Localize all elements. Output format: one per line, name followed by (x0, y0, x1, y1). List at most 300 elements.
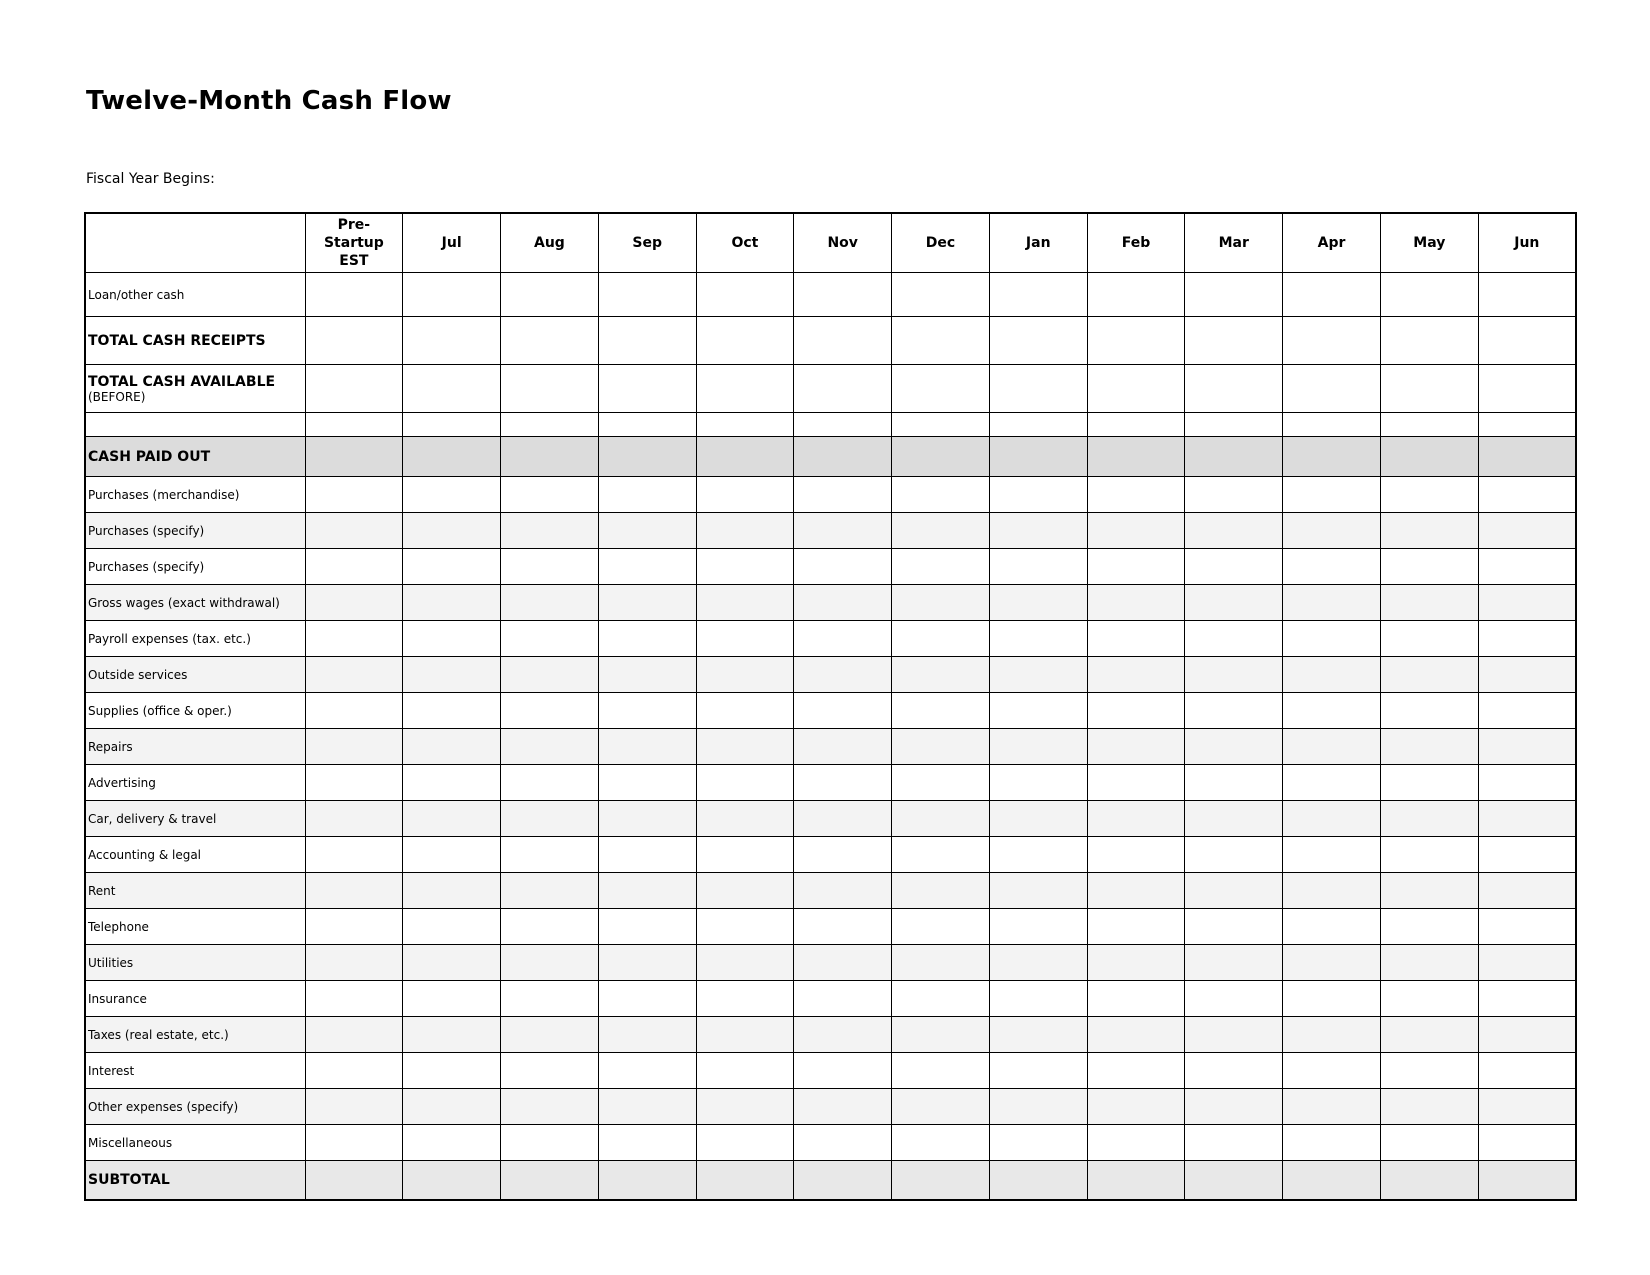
entry-cell[interactable] (1283, 693, 1381, 729)
entry-cell[interactable] (598, 365, 696, 413)
entry-cell[interactable] (305, 837, 403, 873)
entry-cell[interactable] (1283, 1017, 1381, 1053)
entry-cell[interactable] (1380, 693, 1478, 729)
entry-cell[interactable] (696, 1161, 794, 1201)
entry-cell[interactable] (1087, 693, 1185, 729)
entry-cell[interactable] (305, 437, 403, 477)
entry-cell[interactable] (794, 801, 892, 837)
entry-cell[interactable] (794, 693, 892, 729)
entry-cell[interactable] (403, 513, 501, 549)
entry-cell[interactable] (989, 909, 1087, 945)
entry-cell[interactable] (794, 729, 892, 765)
entry-cell[interactable] (403, 1053, 501, 1089)
entry-cell[interactable] (1380, 765, 1478, 801)
entry-cell[interactable] (1283, 585, 1381, 621)
entry-cell[interactable] (1283, 413, 1381, 437)
entry-cell[interactable] (1478, 1017, 1576, 1053)
entry-cell[interactable] (403, 317, 501, 365)
entry-cell[interactable] (892, 437, 990, 477)
entry-cell[interactable] (892, 873, 990, 909)
entry-cell[interactable] (1478, 621, 1576, 657)
entry-cell[interactable] (1380, 657, 1478, 693)
entry-cell[interactable] (1380, 273, 1478, 317)
entry-cell[interactable] (989, 317, 1087, 365)
entry-cell[interactable] (1283, 317, 1381, 365)
entry-cell[interactable] (1283, 1161, 1381, 1201)
entry-cell[interactable] (598, 693, 696, 729)
entry-cell[interactable] (696, 765, 794, 801)
entry-cell[interactable] (794, 513, 892, 549)
entry-cell[interactable] (501, 365, 599, 413)
entry-cell[interactable] (1283, 873, 1381, 909)
entry-cell[interactable] (305, 621, 403, 657)
entry-cell[interactable] (1087, 621, 1185, 657)
entry-cell[interactable] (1380, 981, 1478, 1017)
entry-cell[interactable] (1478, 801, 1576, 837)
entry-cell[interactable] (1087, 1017, 1185, 1053)
entry-cell[interactable] (696, 1089, 794, 1125)
entry-cell[interactable] (1478, 273, 1576, 317)
entry-cell[interactable] (1380, 801, 1478, 837)
entry-cell[interactable] (1478, 981, 1576, 1017)
entry-cell[interactable] (501, 693, 599, 729)
entry-cell[interactable] (1283, 513, 1381, 549)
entry-cell[interactable] (1185, 477, 1283, 513)
entry-cell[interactable] (501, 585, 599, 621)
entry-cell[interactable] (1478, 693, 1576, 729)
entry-cell[interactable] (1478, 945, 1576, 981)
entry-cell[interactable] (989, 657, 1087, 693)
entry-cell[interactable] (598, 765, 696, 801)
entry-cell[interactable] (403, 1089, 501, 1125)
entry-cell[interactable] (305, 945, 403, 981)
entry-cell[interactable] (1185, 1161, 1283, 1201)
entry-cell[interactable] (1283, 273, 1381, 317)
entry-cell[interactable] (598, 1089, 696, 1125)
entry-cell[interactable] (794, 1017, 892, 1053)
entry-cell[interactable] (1380, 549, 1478, 585)
entry-cell[interactable] (305, 273, 403, 317)
entry-cell[interactable] (1283, 1053, 1381, 1089)
entry-cell[interactable] (989, 513, 1087, 549)
entry-cell[interactable] (1478, 437, 1576, 477)
entry-cell[interactable] (1087, 729, 1185, 765)
entry-cell[interactable] (1380, 837, 1478, 873)
entry-cell[interactable] (794, 1053, 892, 1089)
entry-cell[interactable] (501, 437, 599, 477)
entry-cell[interactable] (1283, 365, 1381, 413)
entry-cell[interactable] (598, 801, 696, 837)
entry-cell[interactable] (989, 1089, 1087, 1125)
entry-cell[interactable] (1478, 873, 1576, 909)
entry-cell[interactable] (696, 945, 794, 981)
entry-cell[interactable] (1478, 909, 1576, 945)
entry-cell[interactable] (1283, 1089, 1381, 1125)
entry-cell[interactable] (501, 1017, 599, 1053)
entry-cell[interactable] (892, 1053, 990, 1089)
entry-cell[interactable] (1380, 365, 1478, 413)
entry-cell[interactable] (696, 437, 794, 477)
entry-cell[interactable] (989, 693, 1087, 729)
entry-cell[interactable] (1478, 513, 1576, 549)
entry-cell[interactable] (1380, 945, 1478, 981)
entry-cell[interactable] (1185, 513, 1283, 549)
entry-cell[interactable] (501, 317, 599, 365)
entry-cell[interactable] (892, 981, 990, 1017)
entry-cell[interactable] (1185, 837, 1283, 873)
entry-cell[interactable] (794, 477, 892, 513)
entry-cell[interactable] (892, 477, 990, 513)
entry-cell[interactable] (794, 981, 892, 1017)
entry-cell[interactable] (598, 1017, 696, 1053)
entry-cell[interactable] (501, 765, 599, 801)
entry-cell[interactable] (1185, 549, 1283, 585)
entry-cell[interactable] (1087, 513, 1185, 549)
entry-cell[interactable] (1380, 1053, 1478, 1089)
entry-cell[interactable] (501, 621, 599, 657)
entry-cell[interactable] (1380, 1017, 1478, 1053)
entry-cell[interactable] (696, 513, 794, 549)
entry-cell[interactable] (1185, 437, 1283, 477)
entry-cell[interactable] (989, 765, 1087, 801)
entry-cell[interactable] (1380, 585, 1478, 621)
entry-cell[interactable] (1283, 657, 1381, 693)
entry-cell[interactable] (1185, 621, 1283, 657)
entry-cell[interactable] (1185, 585, 1283, 621)
entry-cell[interactable] (989, 1017, 1087, 1053)
entry-cell[interactable] (305, 909, 403, 945)
entry-cell[interactable] (1478, 1053, 1576, 1089)
entry-cell[interactable] (305, 1017, 403, 1053)
entry-cell[interactable] (989, 837, 1087, 873)
entry-cell[interactable] (1283, 621, 1381, 657)
entry-cell[interactable] (501, 513, 599, 549)
entry-cell[interactable] (1380, 1125, 1478, 1161)
entry-cell[interactable] (403, 981, 501, 1017)
entry-cell[interactable] (1185, 945, 1283, 981)
entry-cell[interactable] (1380, 873, 1478, 909)
entry-cell[interactable] (989, 945, 1087, 981)
entry-cell[interactable] (794, 413, 892, 437)
entry-cell[interactable] (1087, 873, 1185, 909)
entry-cell[interactable] (305, 1089, 403, 1125)
entry-cell[interactable] (305, 873, 403, 909)
entry-cell[interactable] (305, 513, 403, 549)
entry-cell[interactable] (1185, 413, 1283, 437)
entry-cell[interactable] (598, 1125, 696, 1161)
entry-cell[interactable] (989, 1161, 1087, 1201)
entry-cell[interactable] (1185, 765, 1283, 801)
entry-cell[interactable] (403, 273, 501, 317)
entry-cell[interactable] (598, 981, 696, 1017)
entry-cell[interactable] (1283, 729, 1381, 765)
entry-cell[interactable] (403, 909, 501, 945)
entry-cell[interactable] (1380, 1089, 1478, 1125)
entry-cell[interactable] (305, 729, 403, 765)
entry-cell[interactable] (1283, 945, 1381, 981)
entry-cell[interactable] (403, 549, 501, 585)
entry-cell[interactable] (696, 801, 794, 837)
entry-cell[interactable] (501, 909, 599, 945)
entry-cell[interactable] (892, 657, 990, 693)
entry-cell[interactable] (1478, 1125, 1576, 1161)
entry-cell[interactable] (1478, 657, 1576, 693)
entry-cell[interactable] (305, 477, 403, 513)
entry-cell[interactable] (989, 549, 1087, 585)
entry-cell[interactable] (989, 981, 1087, 1017)
entry-cell[interactable] (1380, 621, 1478, 657)
entry-cell[interactable] (989, 365, 1087, 413)
entry-cell[interactable] (305, 1161, 403, 1201)
entry-cell[interactable] (892, 909, 990, 945)
entry-cell[interactable] (598, 317, 696, 365)
entry-cell[interactable] (305, 765, 403, 801)
entry-cell[interactable] (794, 621, 892, 657)
entry-cell[interactable] (598, 1053, 696, 1089)
entry-cell[interactable] (1380, 909, 1478, 945)
entry-cell[interactable] (1478, 729, 1576, 765)
entry-cell[interactable] (1380, 1161, 1478, 1201)
entry-cell[interactable] (892, 317, 990, 365)
entry-cell[interactable] (892, 837, 990, 873)
entry-cell[interactable] (794, 365, 892, 413)
entry-cell[interactable] (1185, 981, 1283, 1017)
entry-cell[interactable] (501, 729, 599, 765)
entry-cell[interactable] (403, 1017, 501, 1053)
entry-cell[interactable] (305, 317, 403, 365)
entry-cell[interactable] (696, 477, 794, 513)
entry-cell[interactable] (1478, 413, 1576, 437)
entry-cell[interactable] (892, 549, 990, 585)
entry-cell[interactable] (1478, 1089, 1576, 1125)
entry-cell[interactable] (598, 413, 696, 437)
entry-cell[interactable] (989, 273, 1087, 317)
entry-cell[interactable] (1087, 437, 1185, 477)
entry-cell[interactable] (989, 585, 1087, 621)
entry-cell[interactable] (1087, 1125, 1185, 1161)
entry-cell[interactable] (305, 981, 403, 1017)
entry-cell[interactable] (794, 873, 892, 909)
entry-cell[interactable] (403, 437, 501, 477)
entry-cell[interactable] (892, 945, 990, 981)
entry-cell[interactable] (1087, 1089, 1185, 1125)
entry-cell[interactable] (794, 909, 892, 945)
entry-cell[interactable] (598, 585, 696, 621)
entry-cell[interactable] (1185, 1089, 1283, 1125)
entry-cell[interactable] (305, 413, 403, 437)
entry-cell[interactable] (501, 477, 599, 513)
entry-cell[interactable] (1087, 765, 1185, 801)
entry-cell[interactable] (305, 1125, 403, 1161)
entry-cell[interactable] (794, 1161, 892, 1201)
entry-cell[interactable] (1185, 273, 1283, 317)
entry-cell[interactable] (1380, 477, 1478, 513)
entry-cell[interactable] (598, 513, 696, 549)
entry-cell[interactable] (1087, 585, 1185, 621)
entry-cell[interactable] (403, 693, 501, 729)
entry-cell[interactable] (305, 657, 403, 693)
entry-cell[interactable] (501, 657, 599, 693)
entry-cell[interactable] (696, 585, 794, 621)
entry-cell[interactable] (989, 1125, 1087, 1161)
entry-cell[interactable] (1380, 413, 1478, 437)
entry-cell[interactable] (1087, 365, 1185, 413)
entry-cell[interactable] (1283, 909, 1381, 945)
entry-cell[interactable] (1478, 477, 1576, 513)
entry-cell[interactable] (598, 945, 696, 981)
entry-cell[interactable] (501, 873, 599, 909)
entry-cell[interactable] (989, 1053, 1087, 1089)
entry-cell[interactable] (1185, 693, 1283, 729)
entry-cell[interactable] (892, 729, 990, 765)
entry-cell[interactable] (696, 549, 794, 585)
entry-cell[interactable] (696, 873, 794, 909)
entry-cell[interactable] (305, 365, 403, 413)
entry-cell[interactable] (794, 585, 892, 621)
entry-cell[interactable] (696, 317, 794, 365)
entry-cell[interactable] (598, 437, 696, 477)
entry-cell[interactable] (403, 837, 501, 873)
entry-cell[interactable] (598, 873, 696, 909)
entry-cell[interactable] (696, 981, 794, 1017)
entry-cell[interactable] (696, 365, 794, 413)
entry-cell[interactable] (892, 585, 990, 621)
entry-cell[interactable] (501, 801, 599, 837)
entry-cell[interactable] (989, 413, 1087, 437)
entry-cell[interactable] (1185, 317, 1283, 365)
entry-cell[interactable] (1087, 945, 1185, 981)
entry-cell[interactable] (892, 765, 990, 801)
entry-cell[interactable] (794, 549, 892, 585)
entry-cell[interactable] (1380, 729, 1478, 765)
entry-cell[interactable] (989, 621, 1087, 657)
entry-cell[interactable] (1380, 317, 1478, 365)
entry-cell[interactable] (892, 513, 990, 549)
entry-cell[interactable] (1283, 477, 1381, 513)
entry-cell[interactable] (1087, 413, 1185, 437)
entry-cell[interactable] (794, 273, 892, 317)
entry-cell[interactable] (403, 365, 501, 413)
entry-cell[interactable] (794, 657, 892, 693)
entry-cell[interactable] (501, 1089, 599, 1125)
entry-cell[interactable] (892, 273, 990, 317)
entry-cell[interactable] (1185, 909, 1283, 945)
entry-cell[interactable] (696, 837, 794, 873)
entry-cell[interactable] (403, 945, 501, 981)
entry-cell[interactable] (892, 1017, 990, 1053)
entry-cell[interactable] (696, 1053, 794, 1089)
entry-cell[interactable] (1087, 549, 1185, 585)
entry-cell[interactable] (305, 585, 403, 621)
entry-cell[interactable] (1185, 657, 1283, 693)
entry-cell[interactable] (696, 909, 794, 945)
entry-cell[interactable] (1185, 365, 1283, 413)
entry-cell[interactable] (696, 657, 794, 693)
entry-cell[interactable] (1478, 765, 1576, 801)
entry-cell[interactable] (1185, 1053, 1283, 1089)
entry-cell[interactable] (696, 413, 794, 437)
entry-cell[interactable] (989, 437, 1087, 477)
entry-cell[interactable] (403, 585, 501, 621)
entry-cell[interactable] (1185, 801, 1283, 837)
entry-cell[interactable] (1283, 437, 1381, 477)
entry-cell[interactable] (794, 765, 892, 801)
entry-cell[interactable] (501, 273, 599, 317)
entry-cell[interactable] (892, 693, 990, 729)
entry-cell[interactable] (1185, 1017, 1283, 1053)
entry-cell[interactable] (892, 365, 990, 413)
entry-cell[interactable] (696, 621, 794, 657)
entry-cell[interactable] (794, 437, 892, 477)
entry-cell[interactable] (403, 1161, 501, 1201)
entry-cell[interactable] (989, 729, 1087, 765)
entry-cell[interactable] (1087, 657, 1185, 693)
entry-cell[interactable] (1185, 873, 1283, 909)
entry-cell[interactable] (1478, 837, 1576, 873)
entry-cell[interactable] (1087, 477, 1185, 513)
entry-cell[interactable] (696, 693, 794, 729)
entry-cell[interactable] (1283, 981, 1381, 1017)
entry-cell[interactable] (598, 657, 696, 693)
entry-cell[interactable] (1478, 317, 1576, 365)
entry-cell[interactable] (501, 837, 599, 873)
entry-cell[interactable] (501, 549, 599, 585)
entry-cell[interactable] (696, 273, 794, 317)
entry-cell[interactable] (1087, 909, 1185, 945)
entry-cell[interactable] (305, 549, 403, 585)
entry-cell[interactable] (598, 837, 696, 873)
entry-cell[interactable] (403, 657, 501, 693)
entry-cell[interactable] (501, 1161, 599, 1201)
entry-cell[interactable] (892, 413, 990, 437)
entry-cell[interactable] (892, 801, 990, 837)
entry-cell[interactable] (403, 1125, 501, 1161)
entry-cell[interactable] (403, 801, 501, 837)
entry-cell[interactable] (1185, 1125, 1283, 1161)
entry-cell[interactable] (696, 1017, 794, 1053)
entry-cell[interactable] (403, 621, 501, 657)
entry-cell[interactable] (1087, 273, 1185, 317)
entry-cell[interactable] (403, 413, 501, 437)
entry-cell[interactable] (598, 477, 696, 513)
entry-cell[interactable] (1087, 981, 1185, 1017)
entry-cell[interactable] (1087, 801, 1185, 837)
entry-cell[interactable] (989, 801, 1087, 837)
entry-cell[interactable] (598, 549, 696, 585)
entry-cell[interactable] (989, 477, 1087, 513)
entry-cell[interactable] (892, 1161, 990, 1201)
entry-cell[interactable] (501, 945, 599, 981)
entry-cell[interactable] (1087, 837, 1185, 873)
entry-cell[interactable] (403, 729, 501, 765)
entry-cell[interactable] (403, 477, 501, 513)
entry-cell[interactable] (892, 1089, 990, 1125)
entry-cell[interactable] (892, 1125, 990, 1161)
entry-cell[interactable] (1380, 437, 1478, 477)
entry-cell[interactable] (1478, 1161, 1576, 1201)
entry-cell[interactable] (794, 317, 892, 365)
entry-cell[interactable] (305, 801, 403, 837)
entry-cell[interactable] (1478, 585, 1576, 621)
entry-cell[interactable] (696, 729, 794, 765)
entry-cell[interactable] (794, 837, 892, 873)
entry-cell[interactable] (1478, 365, 1576, 413)
entry-cell[interactable] (501, 981, 599, 1017)
entry-cell[interactable] (1087, 1053, 1185, 1089)
entry-cell[interactable] (1283, 801, 1381, 837)
entry-cell[interactable] (501, 1053, 599, 1089)
entry-cell[interactable] (892, 621, 990, 657)
